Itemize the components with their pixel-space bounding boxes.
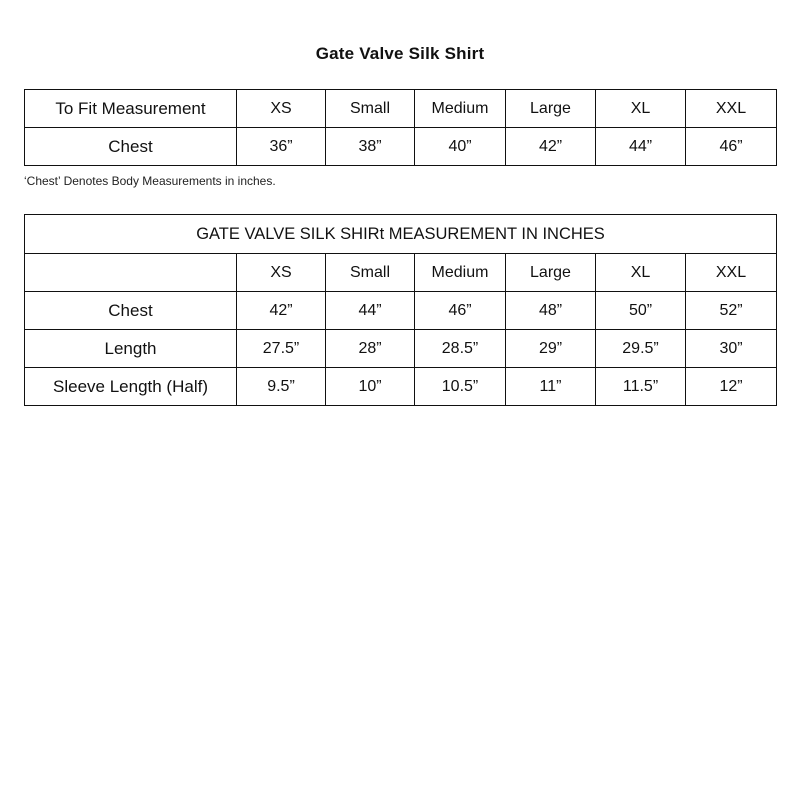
header-cell-small: Small	[326, 90, 415, 128]
header-cell-label: To Fit Measurement	[25, 90, 237, 128]
table-header-row	[25, 90, 777, 128]
table-caption-row	[25, 215, 777, 254]
header-cell-xl: XL	[596, 254, 686, 292]
table-cell: 10”	[326, 368, 415, 406]
header-cell-medium: Medium	[415, 90, 506, 128]
row-label-chest: Chest	[25, 292, 237, 330]
table-cell: 44”	[326, 292, 415, 330]
header-cell-empty	[25, 254, 237, 292]
table-cell: 48”	[506, 292, 596, 330]
table-cell: 30”	[686, 330, 777, 368]
header-cell-large: Large	[506, 90, 596, 128]
table-cell: 46”	[686, 128, 777, 166]
table-cell: 42”	[506, 128, 596, 166]
header-cell-xxl: XXL	[686, 90, 777, 128]
table-row	[25, 368, 777, 406]
header-cell-xs: XS	[237, 254, 326, 292]
fit-measurement-table	[24, 89, 777, 166]
table-cell: 29.5”	[596, 330, 686, 368]
header-cell-small: Small	[326, 254, 415, 292]
table-cell: 46”	[415, 292, 506, 330]
measurement-note: ‘Chest’ Denotes Body Measurements in inches.	[24, 174, 276, 188]
table-cell: 38”	[326, 128, 415, 166]
header-cell-xs: XS	[237, 90, 326, 128]
row-label-sleeve-length: Sleeve Length (Half)	[25, 368, 237, 406]
table-cell: 40”	[415, 128, 506, 166]
table-cell: 36”	[237, 128, 326, 166]
table-cell: 52”	[686, 292, 777, 330]
header-cell-medium: Medium	[415, 254, 506, 292]
header-cell-xl: XL	[596, 90, 686, 128]
table-cell: 28”	[326, 330, 415, 368]
table-cell: 29”	[506, 330, 596, 368]
table-cell: 11”	[506, 368, 596, 406]
table-row	[25, 330, 777, 368]
table-cell: 9.5”	[237, 368, 326, 406]
table-cell: 44”	[596, 128, 686, 166]
header-cell-large: Large	[506, 254, 596, 292]
table-header-row	[25, 254, 777, 292]
row-label-chest: Chest	[25, 128, 237, 166]
page-title: Gate Valve Silk Shirt	[315, 44, 485, 63]
header-cell-xxl: XXL	[686, 254, 777, 292]
table-cell: 10.5”	[415, 368, 506, 406]
table-row	[25, 292, 777, 330]
table-cell: 11.5”	[596, 368, 686, 406]
row-label-length: Length	[25, 330, 237, 368]
shirt-measurement-table	[24, 214, 777, 406]
table-cell: 12”	[686, 368, 777, 406]
table-cell: 27.5”	[237, 330, 326, 368]
table-cell: 42”	[237, 292, 326, 330]
table-cell: 28.5”	[415, 330, 506, 368]
table-row	[25, 128, 777, 166]
table-caption: GATE VALVE SILK SHIRt MEASUREMENT IN INCHES	[25, 215, 777, 254]
table-cell: 50”	[596, 292, 686, 330]
